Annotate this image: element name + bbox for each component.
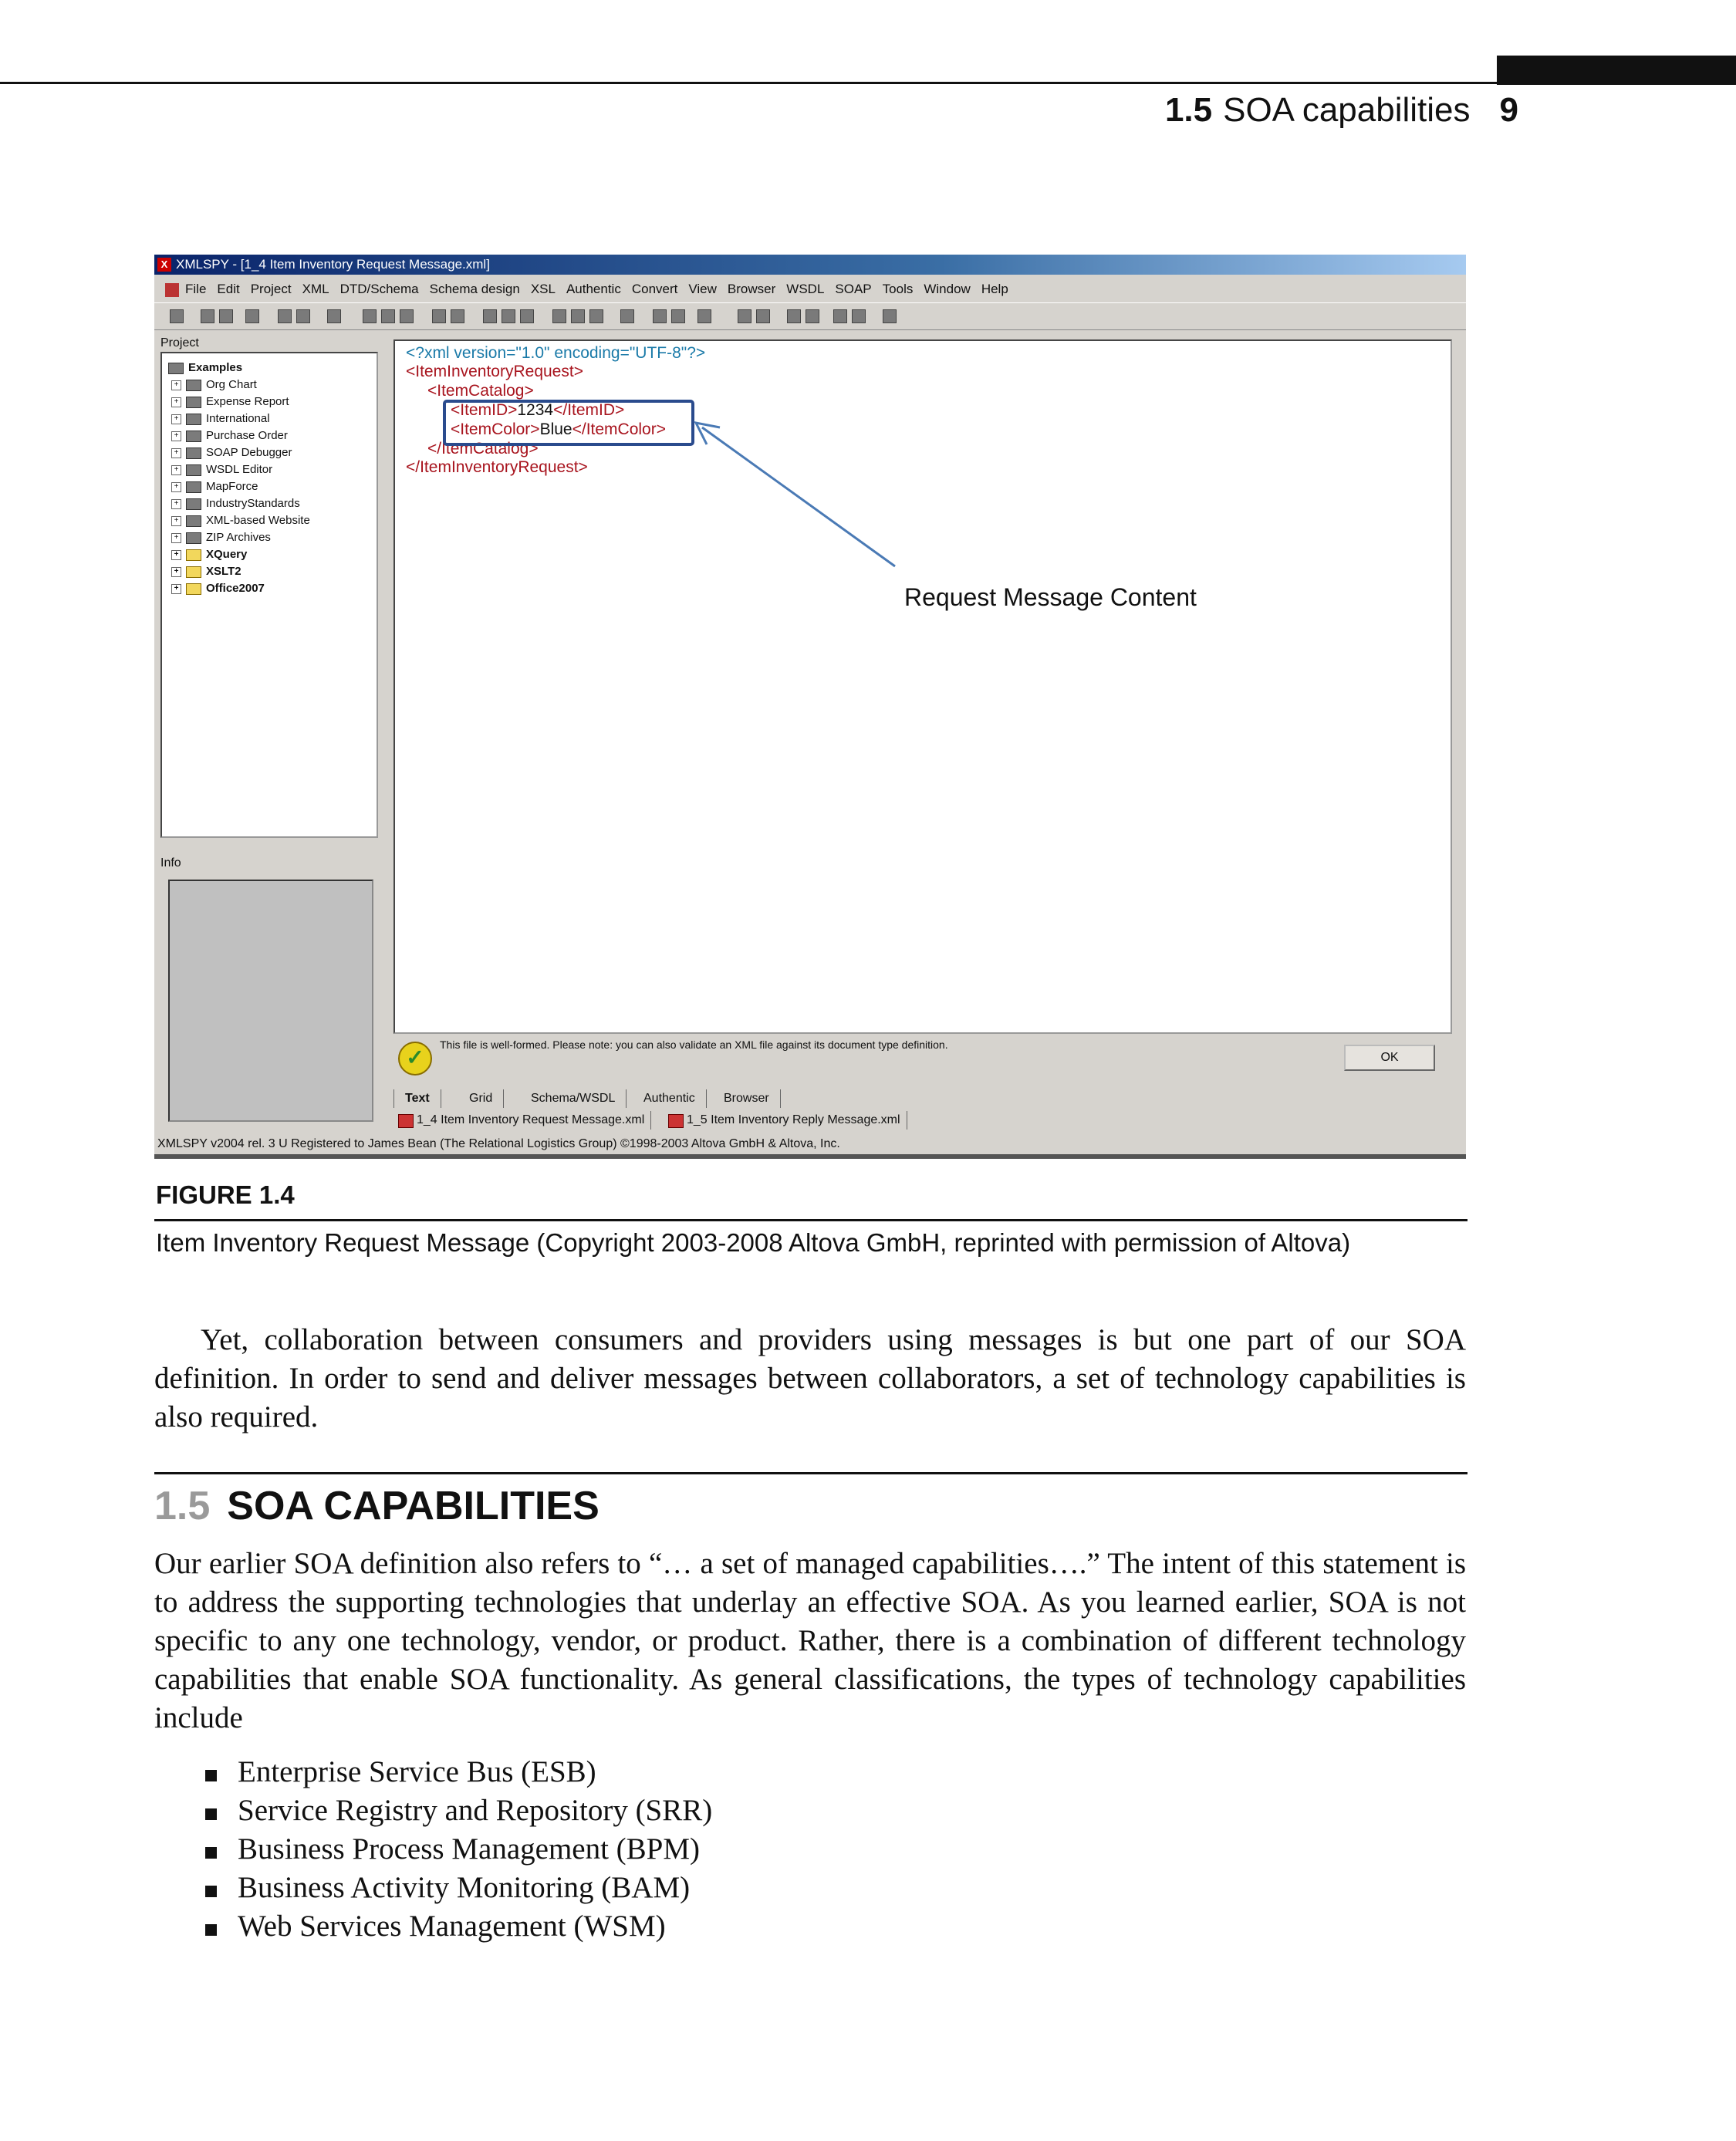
expand-icon[interactable]: + <box>171 533 181 543</box>
expand-icon[interactable]: + <box>171 380 181 390</box>
figure-label: FIGURE 1.4 <box>156 1180 295 1209</box>
xml-item-color-value: Blue <box>539 420 572 438</box>
tree-item-label: SOAP Debugger <box>206 446 292 459</box>
section-title: SOA CAPABILITIES <box>227 1484 599 1528</box>
window-title: XMLSPY - [1_4 Item Inventory Request Message.xml] <box>176 257 490 272</box>
expand-icon[interactable]: + <box>171 499 181 509</box>
paste-icon[interactable] <box>400 309 414 323</box>
tree-item-org-chart[interactable] <box>171 377 257 393</box>
tree-item-label: Examples <box>188 361 243 374</box>
tree-item-label: International <box>206 412 270 425</box>
section-heading <box>154 1483 599 1529</box>
redo-icon[interactable] <box>451 309 464 323</box>
uncomment-icon[interactable] <box>756 309 770 323</box>
tree-item-label: XML-based Website <box>206 514 310 527</box>
tree-item-label: ZIP Archives <box>206 531 271 544</box>
window-layout-icon[interactable] <box>697 309 711 323</box>
section-number: 1.5 <box>154 1484 211 1528</box>
folder-icon <box>186 583 201 595</box>
tree-item-label: XQuery <box>206 548 248 561</box>
ok-button[interactable]: OK <box>1344 1045 1435 1071</box>
tree-item-label: WSDL Editor <box>206 463 273 476</box>
project-tree <box>160 352 378 838</box>
xml-catalog-open: <ItemCatalog> <box>427 382 534 400</box>
tree-item-soap-debugger[interactable] <box>171 444 292 461</box>
menu-soap[interactable]: SOAP <box>835 282 872 296</box>
save-all-icon[interactable] <box>296 309 310 323</box>
folder-icon <box>186 532 201 544</box>
spell-check-icon[interactable] <box>620 309 634 323</box>
open-url-icon[interactable] <box>219 309 233 323</box>
validation-bar <box>393 1034 1452 1086</box>
cut-icon[interactable] <box>363 309 377 323</box>
arrow-line <box>702 427 895 566</box>
expand-icon[interactable]: + <box>171 414 181 424</box>
tree-item-label: Office2007 <box>206 582 265 595</box>
toolbar <box>154 302 1466 330</box>
figure-caption: Item Inventory Request Message (Copyright 2003-2008 Altova GmbH, reprinted with permission of Altova) <box>156 1228 1351 1257</box>
menu-bar <box>154 278 1466 301</box>
xml-item-id-value: 1234 <box>517 401 554 419</box>
app-icon: X <box>157 258 171 272</box>
tree-item-xml-based-website[interactable] <box>171 512 310 529</box>
list-item: Web Services Management (WSM) <box>202 1907 712 1946</box>
open-icon[interactable] <box>201 309 214 323</box>
validate-icon[interactable] <box>571 309 585 323</box>
folder-icon <box>186 380 201 391</box>
new-file-icon[interactable] <box>170 309 184 323</box>
running-head-section-number: 1.5 <box>1164 91 1213 129</box>
annotation-label: Request Message Content <box>904 583 1197 611</box>
find-next-icon[interactable] <box>502 309 515 323</box>
file-tab-reply[interactable] <box>664 1111 907 1130</box>
arrow-head <box>696 423 720 444</box>
menu-wsdl[interactable]: WSDL <box>786 282 825 296</box>
body-paragraph-2: Our earlier SOA definition also refers to “… a set of managed capabilities….” The intent of this statement is to address the supporting technologies that underlay an effective SOA. As you learned earlier, SOA is not specific to any one technology, vendor, or product. Rather, there is a combination of different technology capabilities that enable SOA functionality. As general classifications, the types of technology capabilities include <box>154 1547 1466 1734</box>
page-number: 9 <box>1499 91 1518 129</box>
view-tabs <box>393 1088 1452 1109</box>
folder-icon <box>186 498 201 510</box>
menu-dtd-schema[interactable]: DTD/Schema <box>339 282 419 296</box>
refresh-entry-icon[interactable] <box>589 309 603 323</box>
copy-icon[interactable] <box>381 309 395 323</box>
file-tabs <box>393 1109 1452 1131</box>
list-item: Business Activity Monitoring (BAM) <box>202 1869 712 1907</box>
tree-item-industry-standards[interactable] <box>171 495 300 512</box>
file-tab-label: 1_4 Item Inventory Request Message.xml <box>417 1113 645 1126</box>
tree-item-xslt2[interactable] <box>171 563 241 580</box>
file-tab-label: 1_5 Item Inventory Reply Message.xml <box>687 1113 900 1126</box>
menu-help[interactable]: Help <box>981 282 1008 296</box>
expand-icon[interactable]: + <box>171 567 181 577</box>
expand-icon[interactable]: + <box>171 465 181 475</box>
tree-item-office2007[interactable] <box>171 580 265 597</box>
expand-icon[interactable]: + <box>171 482 181 492</box>
tree-item-international[interactable] <box>171 410 270 427</box>
tree-item-label: IndustryStandards <box>206 497 300 510</box>
tree-item-examples[interactable] <box>168 360 242 377</box>
expand-icon[interactable]: + <box>171 584 181 594</box>
expand-icon[interactable]: + <box>171 397 181 407</box>
menu-file[interactable]: File <box>185 282 207 296</box>
tab-text[interactable]: Text <box>393 1089 441 1108</box>
xml-catalog-close: </ItemCatalog> <box>427 440 539 458</box>
list-item: Service Registry and Repository (SRR) <box>202 1791 712 1830</box>
xml-item-color-open: <ItemColor> <box>451 420 540 438</box>
folder-icon <box>186 481 201 493</box>
expand-icon[interactable]: + <box>171 516 181 526</box>
tree-item-expense-report[interactable] <box>171 393 289 410</box>
tree-item-label: Purchase Order <box>206 429 288 442</box>
figure-rule <box>154 1219 1467 1221</box>
wizard-icon[interactable] <box>883 309 897 323</box>
menu-xml[interactable]: XML <box>302 282 329 296</box>
tab-browser[interactable]: Browser <box>713 1089 781 1108</box>
menu-schema-design[interactable]: Schema design <box>429 282 520 296</box>
xml-file-icon <box>668 1114 684 1128</box>
expand-icon[interactable]: + <box>171 431 181 441</box>
folder-icon <box>186 515 201 527</box>
xml-declaration: <?xml version="1.0" encoding="UTF-8"?> <box>406 344 706 362</box>
annotation-arrow <box>395 341 1454 1035</box>
xml-item-id-close: </ItemID> <box>553 401 625 419</box>
menu-view[interactable]: View <box>688 282 717 296</box>
checkmark-icon: ✓ <box>398 1042 432 1076</box>
xml-item-id-open: <ItemID> <box>451 401 518 419</box>
folder-icon <box>186 414 201 425</box>
undo-icon[interactable] <box>432 309 446 323</box>
print-icon[interactable] <box>327 309 341 323</box>
status-bar: XMLSPY v2004 rel. 3 U Registered to James Bean (The Relational Logistics Group) ©1998-2003 Altova GmbH & Altova, Inc. <box>157 1137 840 1150</box>
reload-icon[interactable] <box>245 309 259 323</box>
tree-item-zip-archives[interactable] <box>171 529 271 546</box>
folder-icon <box>186 431 201 442</box>
header-black-tab <box>1497 56 1736 85</box>
check-well-formed-icon[interactable] <box>552 309 566 323</box>
section-rule <box>154 1472 1467 1474</box>
project-pane <box>160 336 381 838</box>
tree-item-label: Org Chart <box>206 378 257 391</box>
xmlspy-screenshot <box>154 255 1466 1159</box>
expand-icon[interactable]: + <box>171 550 181 560</box>
entry-helper-icon[interactable] <box>833 309 847 323</box>
capabilities-list <box>202 1753 712 1946</box>
info-window-icon[interactable] <box>806 309 819 323</box>
tree-item-mapforce[interactable] <box>171 478 258 495</box>
menu-browser[interactable]: Browser <box>727 282 776 296</box>
xml-file-icon <box>398 1114 414 1128</box>
menu-project[interactable]: Project <box>250 282 292 296</box>
menu-authentic[interactable]: Authentic <box>566 282 621 296</box>
replace-icon[interactable] <box>520 309 534 323</box>
project-icon <box>168 363 184 374</box>
tree-item-label: Expense Report <box>206 395 289 408</box>
output-window-icon[interactable] <box>852 309 866 323</box>
document-icon <box>165 283 179 297</box>
menu-tools[interactable]: Tools <box>882 282 914 296</box>
tab-schema-wsdl[interactable]: Schema/WSDL <box>520 1089 627 1108</box>
xml-item-color-close: </ItemColor> <box>572 420 666 438</box>
xml-root-open: <ItemInventoryRequest> <box>406 363 583 380</box>
find-icon[interactable] <box>483 309 497 323</box>
outdent-icon[interactable] <box>671 309 685 323</box>
folder-icon <box>186 549 201 561</box>
header-rule <box>0 82 1498 84</box>
save-icon[interactable] <box>278 309 292 323</box>
project-window-icon[interactable] <box>787 309 801 323</box>
menu-convert[interactable]: Convert <box>631 282 678 296</box>
tree-item-purchase-order[interactable] <box>171 427 288 444</box>
tree-item-wsdl-editor[interactable] <box>171 461 272 478</box>
project-pane-title: Project <box>160 336 199 350</box>
list-item: Enterprise Service Bus (ESB) <box>202 1753 712 1791</box>
xml-editor[interactable] <box>393 339 1452 1034</box>
tab-grid[interactable]: Grid <box>458 1089 504 1108</box>
tree-item-xquery[interactable] <box>171 546 247 563</box>
info-pane-title: Info <box>160 856 181 870</box>
menu-window[interactable]: Window <box>924 282 971 296</box>
expand-icon[interactable]: + <box>171 448 181 458</box>
validation-message: This file is well-formed. Please note: you can also validate an XML file against its document type definition. <box>440 1038 948 1051</box>
tree-item-label: MapForce <box>206 480 258 493</box>
tab-authentic[interactable]: Authentic <box>633 1089 707 1108</box>
running-head <box>1165 91 1518 130</box>
menu-edit[interactable]: Edit <box>217 282 240 296</box>
xml-root-close: </ItemInventoryRequest> <box>406 458 588 476</box>
running-head-title: SOA capabilities <box>1223 91 1471 129</box>
menu-xsl[interactable]: XSL <box>530 282 556 296</box>
folder-icon <box>186 464 201 476</box>
folder-icon <box>186 397 201 408</box>
folder-icon <box>186 447 201 459</box>
body-paragraph-1: Yet, collaboration between consumers and providers using messages is but one part of our SOA definition. In order to send and deliver messages between collaborators, a set of technology capabilities is also required. <box>154 1323 1466 1434</box>
comment-icon[interactable] <box>738 309 751 323</box>
list-item: Business Process Management (BPM) <box>202 1830 712 1869</box>
indent-icon[interactable] <box>653 309 667 323</box>
info-box <box>168 880 373 1122</box>
file-tab-request[interactable] <box>393 1111 651 1130</box>
window-titlebar <box>154 255 1466 275</box>
folder-icon <box>186 566 201 578</box>
info-pane <box>160 856 381 1159</box>
tree-item-label: XSLT2 <box>206 565 241 578</box>
